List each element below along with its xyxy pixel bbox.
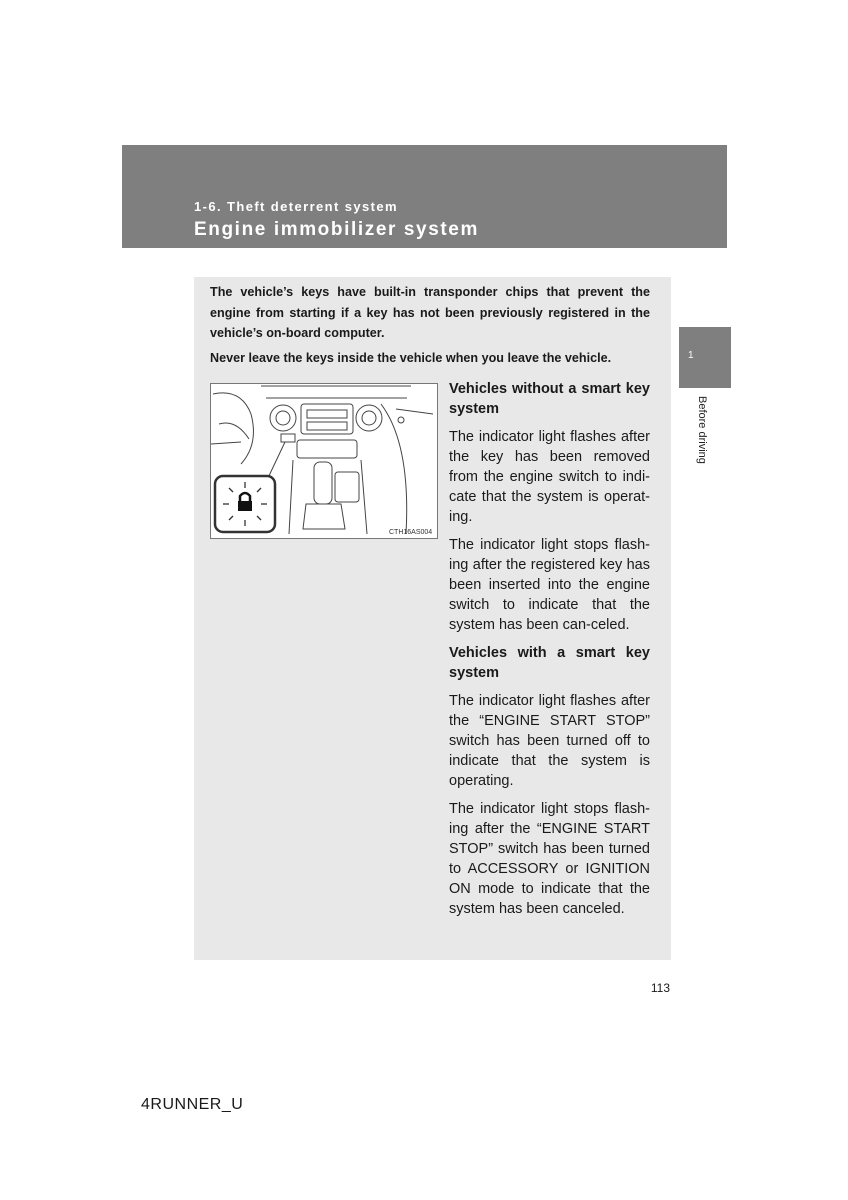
warning-text: Never leave the keys inside the vehicle when you leave the vehicle. [210,351,612,365]
model-code: 4RUNNER_U [141,1096,244,1113]
subhead-without-smart-key: Vehicles without a smart key system [449,381,650,417]
dashboard-drawing [211,384,437,538]
chapter-tab-label: Before driving [696,396,708,464]
intro-text: The vehicle’s keys have built-in transponder chips that prevent the engine from starting if a key has not been previously registered in the vehicle’s on-board computer. [210,285,650,340]
page-title: Engine immobilizer system [194,219,479,240]
paragraph-with-2: The indicator light stops flash-ing after the “ENGINE START STOP” switch has been turned to ACCESSORY or IGNITION ON mode to indicate that the system has been canceled. [449,801,650,917]
subhead-with-smart-key: Vehicles with a smart key system [449,645,650,681]
paragraph-without-1: The indicator light flashes after the key has been removed from the engine switch to indi-cate that the system is operat-ing. [449,429,650,525]
chapter-tab[interactable] [679,327,731,388]
header-band [122,145,727,248]
dashboard-illustration [210,383,438,539]
content-box [194,277,671,960]
section-label: 1-6. Theft deterrent system [194,199,398,214]
illustration-code: CTH16AS004 [389,529,433,536]
paragraph-with-1: The indicator light flashes after the “ENGINE START STOP” switch has been turned off to indicate that the system is operating. [449,693,650,789]
page-number: 113 [650,981,670,995]
chapter-tab-number: 1 [688,350,694,361]
paragraph-without-2: The indicator light stops flash-ing after the registered key has been inserted into the engine switch to indicate that the system has been can-celed. [449,537,650,633]
right-column [449,379,650,927]
